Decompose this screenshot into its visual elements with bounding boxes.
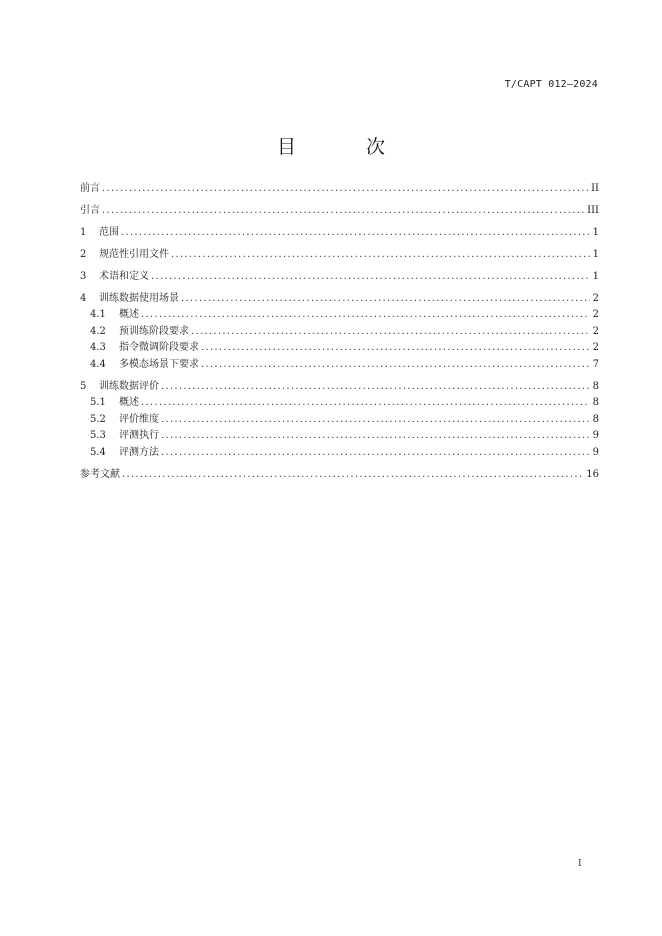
toc-entry-page: 2 [592, 309, 599, 320]
toc-entry-page: 9 [592, 430, 599, 441]
toc-entry-title: 评测方法 [119, 446, 159, 458]
toc-title: 目 次 [276, 136, 418, 158]
toc-entry-number: 4.2 [90, 325, 106, 337]
toc-dot-leader [201, 340, 590, 357]
toc-entry-title: 预训练阶段要求 [119, 325, 189, 337]
document-code: T/CAPT 012—2024 [504, 79, 598, 90]
toc-dot-leader [102, 203, 584, 219]
toc-entry-title: 多模态场景下要求 [119, 358, 199, 370]
toc-entry-page: 1 [592, 249, 599, 260]
toc-entry-page: 7 [592, 358, 599, 370]
toc-entry-number: 5.1 [90, 397, 106, 408]
toc-entry-number: 5.2 [90, 413, 106, 425]
toc-entry-number: 1 [80, 227, 87, 238]
toc-entry[interactable] [80, 340, 599, 357]
toc-entry-page: 1 [592, 271, 599, 282]
toc-entry-page: 1 [592, 227, 599, 238]
toc-entry-page: II [591, 183, 599, 194]
toc-entry[interactable] [80, 291, 599, 307]
toc-entry-number: 5 [80, 381, 87, 392]
toc-entry-title: 概述 [119, 397, 139, 408]
toc-entry-title: 引言 [80, 205, 100, 216]
toc-dot-leader [121, 225, 590, 241]
toc-entry-title: 范围 [99, 227, 119, 238]
toc-dot-leader [161, 428, 590, 445]
toc-entry-number: 5.3 [90, 430, 106, 441]
toc-dot-leader [161, 412, 590, 429]
toc-dot-leader [171, 247, 590, 263]
toc-dot-leader [181, 291, 590, 307]
toc-entry-number: 2 [80, 249, 87, 260]
toc-entry[interactable] [80, 225, 599, 241]
toc-entry[interactable] [80, 428, 599, 445]
toc-entry-page: 8 [592, 381, 599, 392]
toc-entry-number: 4.1 [90, 309, 106, 320]
toc-entry[interactable] [80, 203, 599, 219]
toc-entry-page: 8 [592, 413, 599, 425]
toc-entry-title: 训练数据评价 [99, 381, 159, 392]
table-of-contents [80, 181, 599, 483]
toc-entry-page: 2 [592, 293, 599, 304]
toc-entry-number: 4.3 [90, 342, 106, 353]
toc-entry[interactable] [80, 467, 599, 483]
toc-entry[interactable] [80, 379, 599, 395]
toc-entry-page: 8 [592, 397, 599, 408]
toc-entry-title: 参考文献 [80, 469, 120, 480]
toc-entry-page: 9 [592, 446, 599, 458]
toc-entry-title: 规范性引用文件 [99, 249, 169, 260]
toc-entry-title: 前言 [80, 183, 100, 194]
toc-dot-leader [141, 307, 590, 324]
toc-entry-page: 2 [592, 342, 599, 353]
toc-entry[interactable] [80, 181, 599, 197]
toc-entry-title: 评测执行 [119, 430, 159, 441]
toc-entry[interactable] [80, 269, 599, 285]
toc-dot-leader [122, 467, 583, 483]
toc-entry[interactable] [80, 445, 599, 462]
toc-dot-leader [151, 269, 590, 285]
toc-dot-leader [161, 445, 590, 462]
toc-entry[interactable] [80, 324, 599, 341]
toc-entry-title: 概述 [119, 309, 139, 320]
toc-entry-number: 3 [80, 271, 87, 282]
page-number: I [578, 859, 582, 869]
toc-entry-title: 训练数据使用场景 [99, 293, 179, 304]
toc-dot-leader [141, 395, 590, 412]
toc-dot-leader [102, 181, 588, 197]
toc-entry[interactable] [80, 307, 599, 324]
toc-entry-title: 指令微调阶段要求 [119, 342, 199, 353]
toc-entry-title: 术语和定义 [99, 271, 149, 282]
toc-entry[interactable] [80, 357, 599, 374]
toc-entry-title: 评价维度 [119, 413, 159, 425]
toc-entry-page: III [587, 205, 599, 216]
toc-entry-number: 4 [80, 293, 87, 304]
toc-entry[interactable] [80, 412, 599, 429]
toc-dot-leader [161, 379, 590, 395]
toc-entry[interactable] [80, 395, 599, 412]
toc-entry-page: 2 [592, 325, 599, 337]
toc-dot-leader [201, 357, 590, 374]
toc-dot-leader [191, 324, 590, 341]
toc-entry-number: 5.4 [90, 446, 106, 458]
toc-entry-page: 16 [586, 469, 599, 480]
toc-entry-number: 4.4 [90, 358, 106, 370]
toc-entry[interactable] [80, 247, 599, 263]
